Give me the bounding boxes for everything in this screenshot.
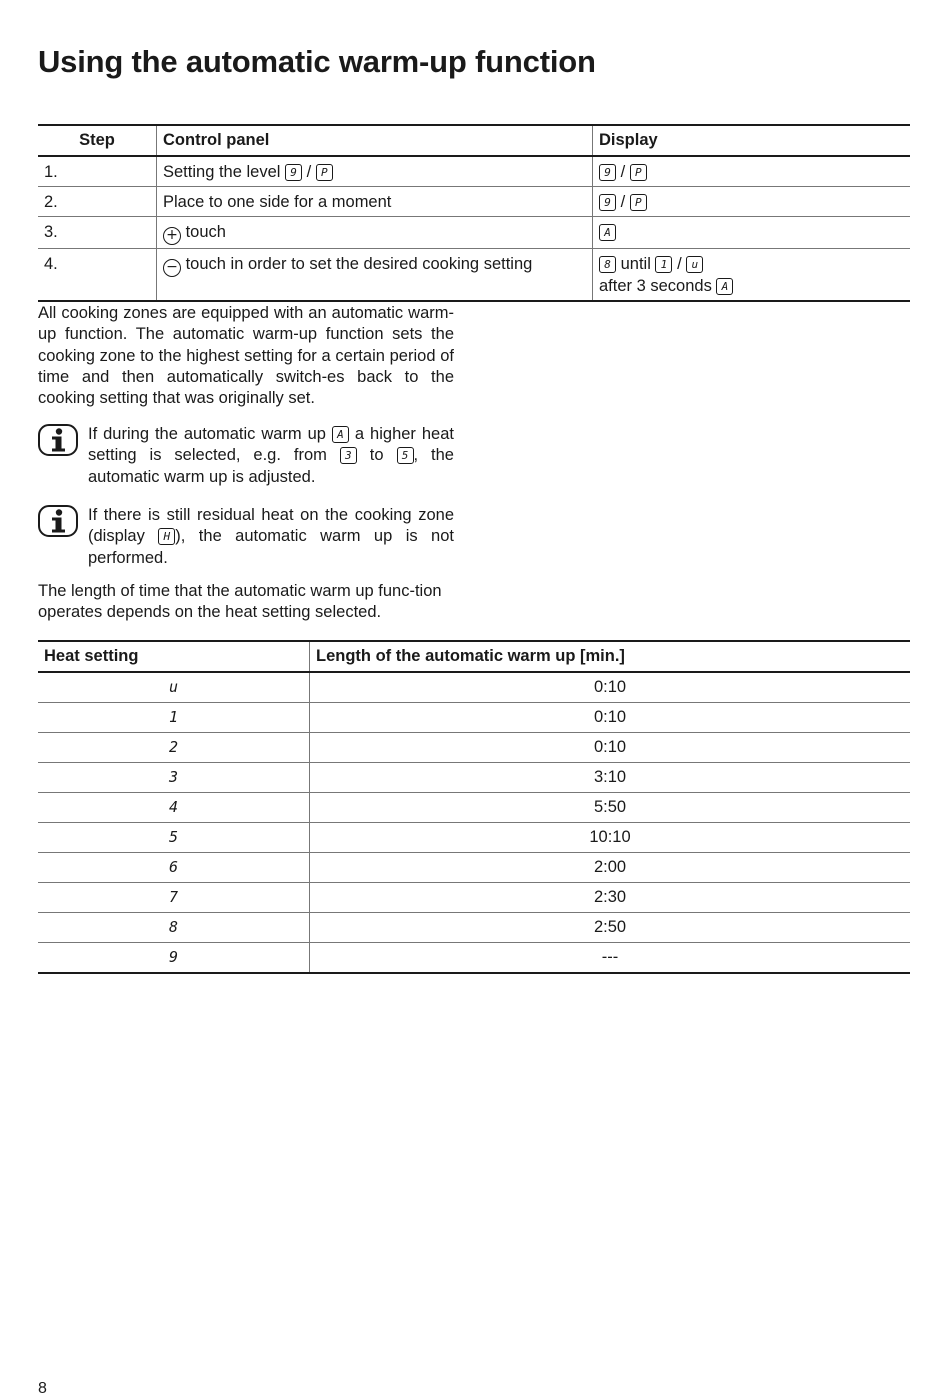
separator: / — [306, 163, 312, 181]
length-cell: 10:10 — [589, 828, 631, 846]
control-cell — [157, 156, 593, 187]
intro-paragraph: All cooking zones are equipped with an automatic warm-up function. The automatic warm-up function sets the cooking zone to the highest setting for a certain period of time and then automatically switch-es back to the cooking setting that was originally set. — [38, 304, 454, 408]
info-text-part: , the automatic warm up is adjusted. — [88, 446, 454, 486]
control-text: Place to one side for a moment — [157, 187, 593, 217]
header-step: Step — [38, 125, 157, 156]
info-icon — [38, 505, 78, 537]
length-cell: 0:10 — [593, 738, 627, 756]
table-row — [38, 913, 910, 943]
step-number: 2. — [38, 187, 157, 217]
minus-icon: − — [163, 259, 181, 277]
table-row — [38, 793, 910, 823]
display-symbol: 8 — [599, 256, 616, 273]
display-symbol: A — [716, 278, 733, 295]
step-number: 3. — [38, 217, 157, 249]
display-symbol: H — [158, 528, 175, 545]
heat-setting-cell: 2 — [38, 733, 310, 763]
length-cell: 0:10 — [593, 678, 627, 696]
table-row — [38, 853, 910, 883]
display-symbol: P — [316, 164, 333, 181]
display-cell — [593, 187, 911, 217]
separator: / — [677, 255, 682, 273]
heat-table — [38, 640, 910, 974]
table-row — [38, 672, 910, 703]
display-symbol: 1 — [655, 256, 672, 273]
display-symbol: u — [686, 256, 703, 273]
header-length: Length of the automatic warm up [min.] — [316, 647, 625, 665]
display-symbol: 3 — [340, 447, 357, 464]
table-row — [38, 703, 910, 733]
header-heat-setting: Heat setting — [38, 641, 310, 672]
display-symbol: P — [630, 164, 647, 181]
header-display: Display — [599, 131, 658, 149]
display-symbol: P — [630, 194, 647, 211]
display-symbol: 5 — [397, 447, 414, 464]
heat-setting-cell: 4 — [38, 793, 310, 823]
length-cell: --- — [601, 948, 619, 966]
display-symbol: 9 — [285, 164, 302, 181]
length-cell: 2:30 — [593, 888, 627, 906]
heat-setting-cell: 9 — [38, 943, 310, 974]
heat-setting-cell: 6 — [38, 853, 310, 883]
table-row — [38, 187, 910, 217]
table-row — [38, 883, 910, 913]
heat-table-header — [38, 641, 910, 672]
heat-setting-cell: 7 — [38, 883, 310, 913]
info-text-part: to — [369, 446, 384, 465]
length-cell: 2:00 — [593, 858, 627, 876]
control-text: Setting the level — [163, 163, 281, 181]
info-text — [88, 505, 454, 569]
heat-setting-cell: 3 — [38, 763, 310, 793]
info-text-part: If there is still residual heat on the cooking zone (display — [88, 506, 454, 546]
info-text — [88, 424, 454, 488]
step-number: 4. — [38, 249, 157, 302]
info-icon — [38, 424, 78, 456]
separator: / — [620, 163, 626, 181]
control-text: touch — [185, 223, 226, 241]
display-cell — [593, 217, 911, 249]
until-text: until — [620, 255, 651, 273]
control-cell — [157, 249, 593, 302]
table-row — [38, 763, 910, 793]
page-title: Using the automatic warm-up function — [38, 44, 596, 79]
table-row — [38, 156, 910, 187]
steps-table — [38, 124, 910, 302]
control-text: touch in order to set the desired cooking setting — [185, 255, 533, 273]
header-control-panel: Control panel — [157, 125, 593, 156]
heat-setting-cell: 8 — [38, 913, 310, 943]
length-cell: 5:50 — [593, 798, 627, 816]
step-number: 1. — [38, 156, 157, 187]
display-symbol: 9 — [599, 164, 616, 181]
table-row — [38, 823, 910, 853]
table-row — [38, 249, 910, 302]
display-symbol: 9 — [599, 194, 616, 211]
length-cell: 2:50 — [593, 918, 627, 936]
display-cell — [593, 156, 911, 187]
info-text-part: ), the automatic warm up is not performed. — [88, 527, 454, 567]
after-seconds-text: after 3 seconds — [599, 277, 712, 295]
display-cell — [593, 249, 911, 302]
control-cell — [157, 217, 593, 249]
info-note — [38, 505, 454, 569]
length-cell: 0:10 — [593, 708, 627, 726]
display-symbol: A — [599, 224, 616, 241]
duration-paragraph: The length of time that the automatic warm up func-tion operates depends on the heat setting selected. — [38, 582, 442, 622]
table-row — [38, 943, 910, 974]
heat-setting-cell: 5 — [38, 823, 310, 853]
table-row — [38, 217, 910, 249]
info-note — [38, 424, 454, 488]
separator: / — [620, 193, 626, 211]
info-text-part: If during the automatic warm up — [88, 425, 326, 443]
heat-setting-cell: u — [38, 672, 310, 703]
plus-icon: + — [163, 227, 181, 245]
table-row — [38, 733, 910, 763]
display-symbol: A — [332, 426, 349, 443]
length-cell: 3:10 — [593, 768, 627, 786]
steps-table-header — [38, 125, 910, 156]
info-text-part: a higher heat setting is selected, e.g. from — [88, 425, 454, 465]
heat-setting-cell: 1 — [38, 703, 310, 733]
page-number: 8 — [38, 1380, 47, 1397]
